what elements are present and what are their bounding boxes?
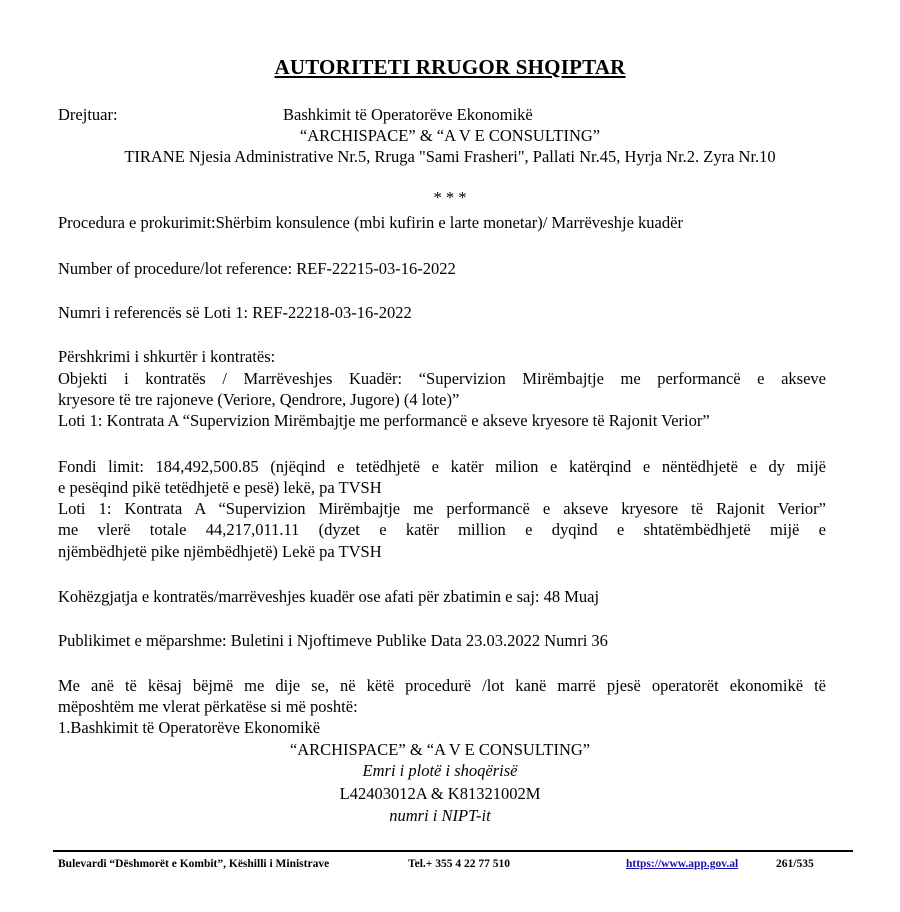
participant-nipt-caption: numri i NIPT-it (389, 806, 491, 825)
lot-reference: Numri i referencës së Loti 1: REF-22218-03-16-2022 (58, 303, 412, 322)
footer-page-number: 261/535 (776, 858, 814, 870)
participant-name-caption: Emri i plotë i shoqërisë (362, 761, 518, 780)
fund-line-3: Loti 1: Kontrata A “Supervizion Mirëmbajtje me performancë e akseve kryesore të Rajonit Verior” (58, 499, 826, 518)
separator: * * * (433, 188, 467, 207)
addressee-line-2: “ARCHISPACE” & “A V E CONSULTING” (299, 126, 601, 145)
description-line-3: Loti 1: Kontrata A “Supervizion Mirëmbajtje me performancë e akseve kryesore të Rajonit Verior” (58, 411, 710, 430)
footer-link-wrapper (626, 858, 738, 870)
procedure-type: Procedura e prokurimit:Shërbim konsulence (mbi kufirin e larte monetar)/ Marrëveshje kuadër (58, 213, 683, 232)
participant-name: “ARCHISPACE” & “A V E CONSULTING” (289, 740, 591, 759)
notice-line-2: mëposhtëm me vlerat përkatëse si më poshtë: (58, 697, 358, 716)
notice-line-1: Me anë të kësaj bëjmë me dije se, në këtë procedurë /lot kanë marrë pjesë operatorët ekonomikë të (58, 676, 826, 695)
fund-line-5: njëmbëdhjetë pike njëmbëdhjetë) Lekë pa TVSH (58, 542, 382, 561)
description-line-1: Objekti i kontratës / Marrëveshjes Kuadër: “Supervizion Mirëmbajtje me performancë e akseve (58, 369, 826, 388)
previous-publications: Publikimet e mëparshme: Buletini i Njoftimeve Publike Data 23.03.2022 Numri 36 (58, 631, 608, 650)
addressee-line-1: Bashkimit të Operatorëve Ekonomikë (283, 105, 533, 124)
fund-line-2: e pesëqind pikë tetëdhjetë e pesë) lekë, pa TVSH (58, 478, 382, 497)
page-title: AUTORITETI RRUGOR SHQIPTAR (274, 55, 626, 79)
addressee-label: Drejtuar: (58, 105, 118, 124)
footer-link[interactable]: https://www.app.gov.al (626, 858, 739, 870)
description-line-2: kryesore të tre rajoneve (Veriore, Qendrore, Jugore) (4 lote)” (58, 390, 460, 409)
footer-phone: Tel.+ 355 4 22 77 510 (408, 858, 510, 870)
procedure-reference: Number of procedure/lot reference: REF-22215-03-16-2022 (58, 259, 456, 278)
participant-nipt: L42403012A & K81321002M (339, 784, 541, 803)
fund-line-4: me vlerë totale 44,217,011.11 (dyzet e katër million e dyqind e shtatëmbëdhjetë mijë e (58, 520, 826, 539)
addressee-line-3: TIRANE Njesia Administrative Nr.5, Rruga "Sami Frasheri", Pallati Nr.45, Hyrja Nr.2. Zyra Nr.10 (124, 147, 776, 166)
description-label: Përshkrimi i shkurtër i kontratës: (58, 347, 276, 366)
footer-divider (53, 850, 853, 852)
fund-line-1: Fondi limit: 184,492,500.85 (njëqind e tetëdhjetë e katër milion e katërqind e nëntëdhjetë e dy mijë (58, 457, 826, 476)
footer-address: Bulevardi “Dëshmorët e Kombit”, Këshilli i Ministrave (58, 858, 330, 870)
participant-line-1: 1.Bashkimit të Operatorëve Ekonomikë (58, 718, 321, 737)
contract-duration: Kohëzgjatja e kontratës/marrëveshjes kuadër ose afati për zbatimin e saj: 48 Muaj (58, 587, 600, 606)
